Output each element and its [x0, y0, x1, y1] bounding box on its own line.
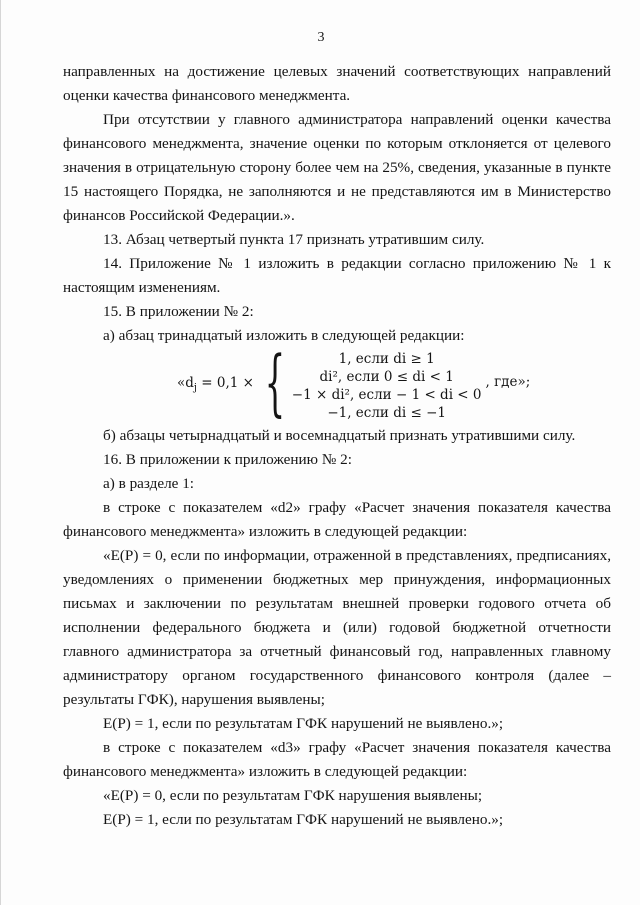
paragraph-item-13: 13. Абзац четвертый пункта 17 признать утратившим силу. — [103, 231, 485, 248]
paragraph-d3-e1: Е(Р) = 1, если по результатам ГФК нарушений не выявлено.»; — [103, 811, 504, 828]
paragraph-item-16: 16. В приложении к приложению № 2: — [103, 451, 352, 468]
formula-cases — [292, 350, 482, 422]
formula-lhs-open: «d — [177, 375, 194, 392]
paragraph-item-16a: а) в разделе 1: — [103, 475, 195, 492]
paragraph-item-14: 14. Приложение № 1 изложить в редакции согласно приложению № 1 к настоящим изменениям. — [63, 255, 611, 296]
paragraph-item-15: 15. В приложении № 2: — [103, 303, 254, 320]
formula-lhs-subscript: j — [193, 382, 198, 394]
formula-lhs — [177, 371, 254, 401]
paragraph-d2-row: в строке с показателем «d2» графу «Расчет значения показателя качества финансового менеджмента» изложить в следующей редакции: — [63, 499, 611, 540]
paragraph-d2-e1: Е(Р) = 1, если по результатам ГФК нарушений не выявлено.»; — [103, 715, 504, 732]
formula-lhs-equals: = 0,1 × — [197, 375, 254, 392]
formula-dj — [63, 340, 611, 424]
paragraph-no-administrator: При отсутствии у главного администратора направлений оценки качества финансового менеджмента, значение оценки по которым отклоняется от целевого значения в отрицательную сторону более чем на 25%, сведения, указанные в пункте 15 настоящего Порядка, не заполняются и не представляются им в Министерство финансов Российской Федерации.». — [63, 111, 611, 224]
formula-case-2: di², если 0 ≤ di < 1 — [319, 369, 454, 385]
paragraph-d3-row: в строке с показателем «d3» графу «Расчет значения показателя качества финансового менеджмента» изложить в следующей редакции: — [63, 739, 611, 780]
formula-case-1: 1, если di ≥ 1 — [338, 351, 435, 367]
formula-case-4: −1, если di ≤ −1 — [327, 405, 446, 421]
document-body — [63, 60, 611, 832]
paragraph-item-15a: а) абзац тринадцатый изложить в следующей редакции: — [103, 327, 465, 344]
formula-case-3: −1 × di², если − 1 < di < 0 — [291, 387, 482, 403]
formula-rhs: , где»; — [485, 374, 531, 390]
paragraph-d3-e0: «Е(Р) = 0, если по результатам ГФК нарушения выявлены; — [103, 787, 483, 804]
paragraph-d2-e0: «Е(Р) = 0, если по информации, отраженной в представлениях, предписаниях, уведомлениях о применении бюджетных мер принуждения, информационных письмах и заключении по результатам внешней проверки годового отчета об исполнении федерального бюджета и (или) годовой бюджетной отчетности главного администратора за отчетный финансовый год, направленных главному администратору органом государственного финансового контроля (далее – результаты ГФК), нарушения выявлены; — [63, 547, 611, 708]
page-number: 3 — [317, 30, 325, 45]
paragraph-item-15b: б) абзацы четырнадцатый и восемнадцатый признать утратившими силу. — [103, 427, 576, 444]
paragraph-continuation: направленных на достижение целевых значений соответствующих направлений оценки качества финансового менеджмента. — [63, 63, 611, 104]
formula-left-brace: { — [264, 340, 286, 424]
